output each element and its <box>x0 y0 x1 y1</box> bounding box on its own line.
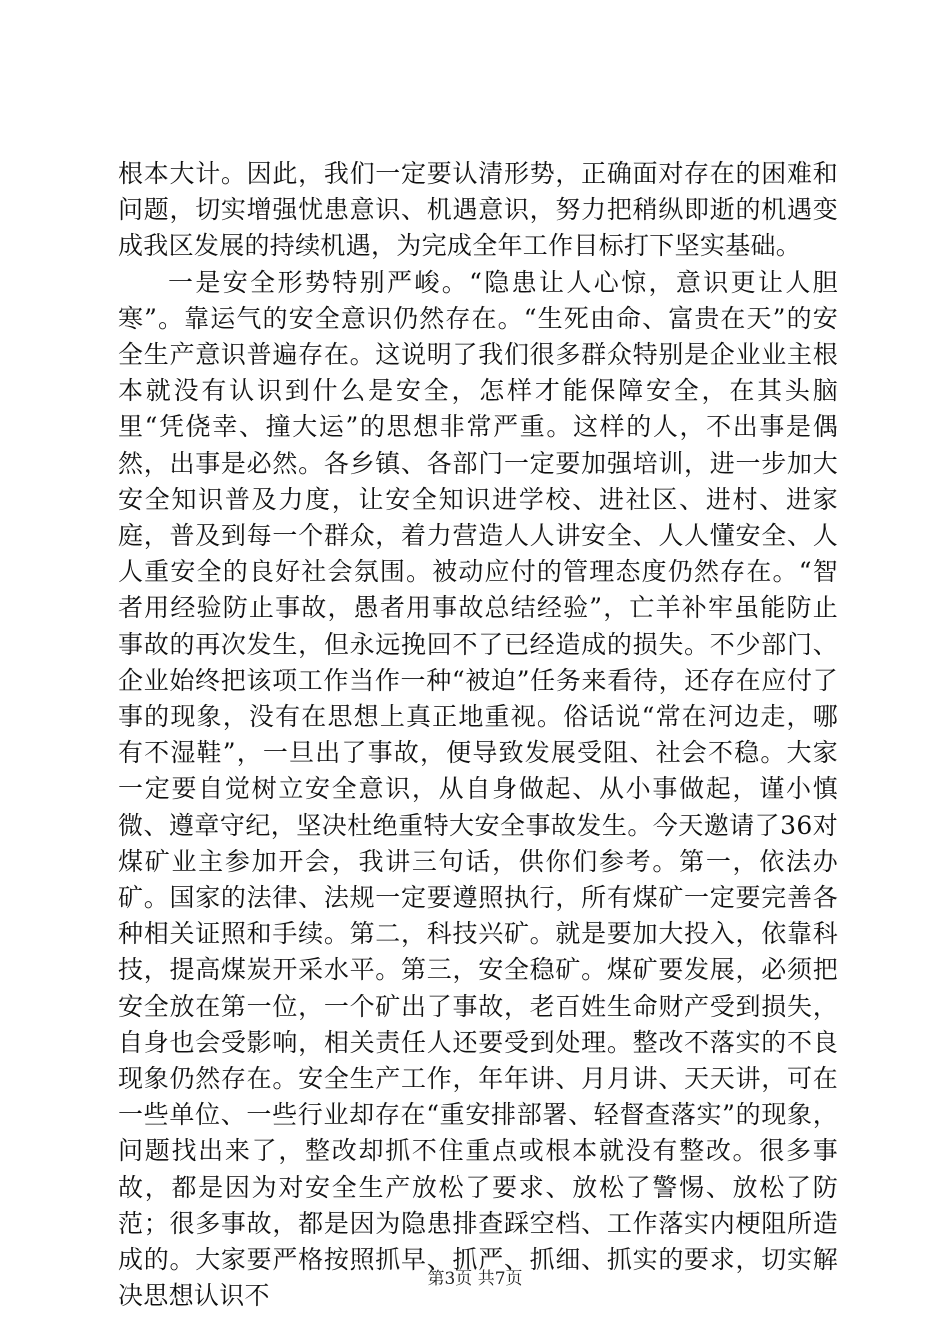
paragraph-safety-situation: 一是安全形势特别严峻。“隐患让人心惊，意识更让人胆寒”。靠运气的安全意识仍然存在。“生死由命、富贵在天”的安全生产意识普遍存在。这说明了我们很多群众特别是企业业主根本就没有认识到什么是安全，怎样才能保障安全，在其头脑里“凭侥幸、撞大运”的思想非常严重。这样的人，不出事是偶然，出事是必然。各乡镇、各部门一定要加强培训，进一步加大安全知识普及力度，让安全知识进学校、进社区、进村、进家庭，普及到每一个群众，着力营造人人讲安全、人人懂安全、人人重安全的良好社会氛围。被动应付的管理态度仍然存在。“智者用经验防止事故，愚者用事故总结经验”，亡羊补牢虽能防止事故的再次发生，但永远挽回不了已经造成的损失。不少部门、企业始终把该项工作当作一种“被迫”任务来看待，还存在应付了事的现象，没有在思想上真正地重视。俗话说“常在河边走，哪有不湿鞋”，一旦出了事故，便导致发展受阻、社会不稳。大家一定要自觉树立安全意识，从自身做起、从小事做起，谨小慎微、遵章守纪，坚决杜绝重特大安全事故发生。今天邀请了36对煤矿业主参加开会，我讲三句话，供你们参考。第一，依法办矿。国家的法律、法规一定要遵照执行，所有煤矿一定要完善各种相关证照和手续。第二，科技兴矿。就是要加大投入，依靠科技，提高煤炭开采水平。第三，安全稳矿。煤矿要发展，必须把安全放在第一位，一个矿出了事故，老百姓生命财产受到损失，自身也会受影响，相关责任人还要受到处理。整改不落实的不良现象仍然存在。安全生产工作，年年讲、月月讲、天天讲，可在一些单位、一些行业却存在“重安排部署、轻督查落实”的现象，问题找出来了，整改却抓不住重点或根本就没有整改。很多事故，都是因为对安全生产放松了要求、放松了警惕、放松了防范；很多事故，都是因为隐患排查踩空档、工作落实内梗阻所造成的。大家要严格按照抓早、抓严、抓细、抓实的要求，切实解决思想认识不 <box>118 267 838 1311</box>
paragraph-continuation: 根本大计。因此，我们一定要认清形势，正确面对存在的困难和问题，切实增强忧患意识、机遇意识，努力把稍纵即逝的机遇变成我区发展的持续机遇，为完成全年工作目标打下坚实基础。 <box>118 159 838 261</box>
page-number-footer: 第3页 共7页 <box>427 1269 523 1289</box>
document-body <box>118 156 838 1315</box>
